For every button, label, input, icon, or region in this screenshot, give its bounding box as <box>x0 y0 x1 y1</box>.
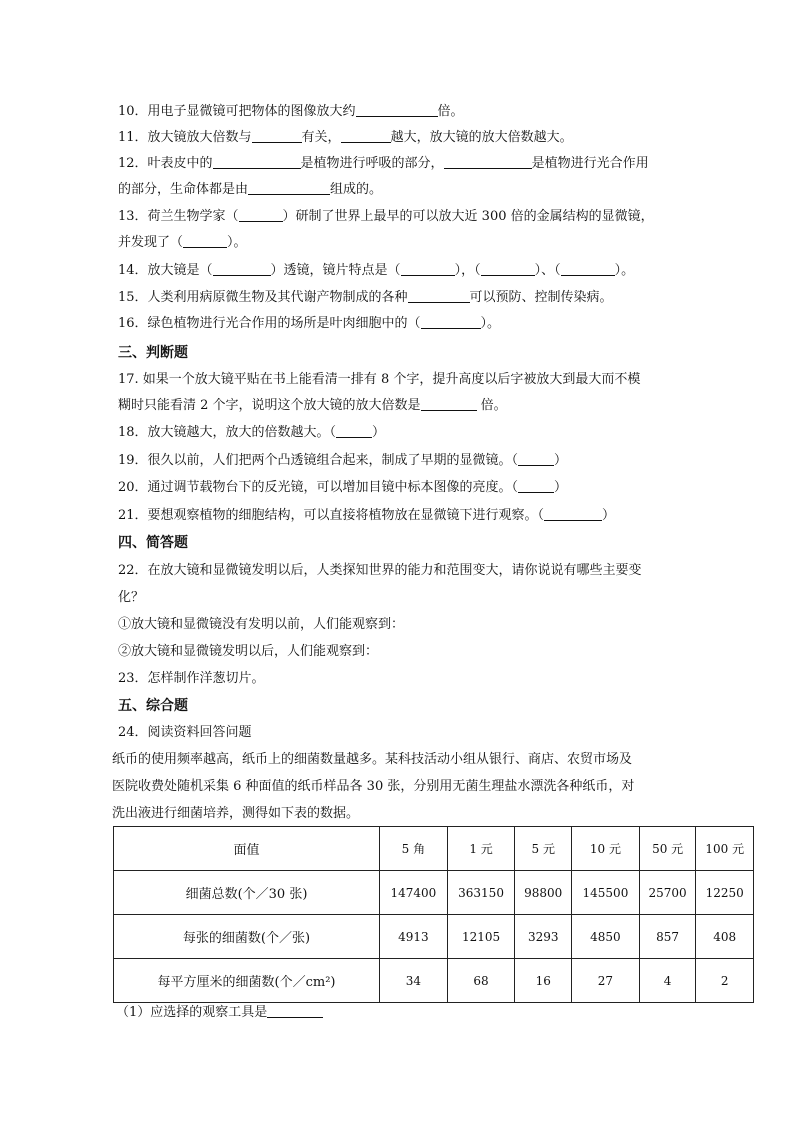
question-22-cont: 化？ <box>118 590 145 605</box>
question-10 <box>118 102 464 122</box>
question-24-sub-1 <box>116 1003 323 1023</box>
reading-paragraph-line-1: 纸币的使用频率越高，纸币上的细菌数量越多。某科技活动小组从银行、商店、农贸市场及 <box>112 752 633 767</box>
q14-blank-2[interactable] <box>401 261 455 276</box>
question-12 <box>118 154 649 174</box>
question-13 <box>118 207 654 227</box>
table-cell: 408 <box>696 915 754 959</box>
q20-blank[interactable] <box>518 478 554 493</box>
table-header-cell: 5 元 <box>515 827 572 871</box>
q18-text-end: ） <box>372 425 386 440</box>
question-22-part-2: ②放大镜和显微镜发明以后，人们能观察到： <box>118 644 379 659</box>
q13-text: 13．荷兰生物学家（ <box>118 209 239 224</box>
table-header-cell: 50 元 <box>639 827 696 871</box>
question-22-part-1: ①放大镜和显微镜没有发明以前，人们能观察到： <box>118 617 405 632</box>
table-row <box>114 871 754 915</box>
q14-text-mid-3: ）、（ <box>534 263 561 278</box>
q13-text-end: ）。 <box>227 235 247 250</box>
q11-text: 11．放大镜放大倍数与 <box>118 130 252 145</box>
q21-blank[interactable] <box>544 506 602 521</box>
q13-text-mid: ）研制了世界上最早的可以放大近 300 倍的金属结构的显微镜， <box>282 209 654 224</box>
q15-blank[interactable] <box>408 288 470 303</box>
q13-blank-1[interactable] <box>239 207 283 222</box>
question-22: 22．在放大镜和显微镜发明以后，人类探知世界的能力和范围变大，请你说说有哪些主要变 <box>118 563 642 578</box>
q15-text-end: 可以预防、控制传染病。 <box>469 290 613 305</box>
table-header-row <box>114 827 754 871</box>
q19-blank[interactable] <box>518 451 554 466</box>
question-13-cont <box>118 233 247 253</box>
question-15 <box>118 288 613 308</box>
table-row <box>114 959 754 1003</box>
q11-blank-1[interactable] <box>252 128 302 143</box>
question-19 <box>118 451 567 471</box>
q11-blank-2[interactable] <box>341 128 391 143</box>
question-18 <box>118 423 385 443</box>
table-cell: 4913 <box>380 915 448 959</box>
table-cell: 68 <box>447 959 515 1003</box>
table-cell: 145500 <box>572 871 640 915</box>
q16-text-end: ）。 <box>480 316 501 331</box>
q17-blank[interactable] <box>421 396 477 411</box>
q12-blank-1[interactable] <box>213 154 301 169</box>
section-heading-short-answer: 四、简答题 <box>118 535 188 551</box>
table-cell: 2 <box>696 959 754 1003</box>
table-cell: 98800 <box>515 871 572 915</box>
q12-blank-2[interactable] <box>444 154 532 169</box>
question-11 <box>118 128 573 148</box>
question-20 <box>118 478 567 498</box>
table-row-label: 每张的细菌数(个／张) <box>114 915 380 959</box>
question-12-cont <box>118 180 382 200</box>
table-row-label: 细菌总数(个／30 张) <box>114 871 380 915</box>
q24-sub1-blank[interactable] <box>267 1003 323 1018</box>
table-header-cell: 5 角 <box>380 827 448 871</box>
q15-text: 15．人类利用病原微生物及其代谢产物制成的各种 <box>118 290 408 305</box>
section-heading-comprehensive: 五、综合题 <box>118 698 188 714</box>
q17-text-end: 倍。 <box>476 398 507 413</box>
reading-paragraph-line-3: 洗出液进行细菌培养，测得如下表的数据。 <box>112 806 360 821</box>
q20-text: 20．通过调节载物台下的反光镜，可以增加目镜中标本图像的亮度。（ <box>118 480 519 495</box>
q12-text-mid-2: 是植物进行光合作用 <box>531 156 649 171</box>
q12-text-end: 组成的。 <box>330 182 383 197</box>
question-14 <box>118 261 634 281</box>
table-header-cell: 面值 <box>114 827 380 871</box>
q14-blank-4[interactable] <box>561 261 615 276</box>
q14-text-mid: ）透镜，镜片特点是（ <box>270 263 401 278</box>
question-17 <box>118 370 640 390</box>
q20-text-end: ） <box>554 480 568 495</box>
table-header-cell: 1 元 <box>447 827 515 871</box>
question-23: 23．怎样制作洋葱切片。 <box>118 671 265 686</box>
table-cell: 25700 <box>639 871 696 915</box>
q17-text: 17. 如果一个放大镜平贴在书上能看清一排有 8 个字，提升高度以后字被放大到最大而不模 <box>118 372 641 387</box>
q21-text-end: ） <box>602 508 616 523</box>
table-cell: 16 <box>515 959 572 1003</box>
q14-text-end: ）。 <box>614 263 635 278</box>
q12-blank-3[interactable] <box>248 180 330 195</box>
table-cell: 4850 <box>572 915 640 959</box>
table-cell: 34 <box>380 959 448 1003</box>
q19-text: 19．很久以前，人们把两个凸透镜组合起来，制成了早期的显微镜。（ <box>118 453 519 468</box>
bacteria-data-table <box>113 826 754 1003</box>
q21-text: 21．要想观察植物的细胞结构，可以直接将植物放在显微镜下进行观察。（ <box>118 508 545 523</box>
q12-text-cont: 的部分，生命体都是由 <box>118 182 249 197</box>
question-16 <box>118 314 500 334</box>
q24-sub1-text: （1）应选择的观察工具是 <box>116 1005 268 1020</box>
question-24: 24．阅读资料回答问题 <box>118 725 252 740</box>
table-cell: 147400 <box>380 871 448 915</box>
table-header-cell: 10 元 <box>572 827 640 871</box>
q14-text-mid-2: ），（ <box>454 263 481 278</box>
table-row <box>114 915 754 959</box>
q18-blank[interactable] <box>336 423 372 438</box>
section-heading-judge: 三、判断题 <box>118 345 188 361</box>
q12-text: 12．叶表皮中的 <box>118 156 213 171</box>
q16-blank[interactable] <box>421 314 481 329</box>
q14-blank-1[interactable] <box>213 261 271 276</box>
q19-text-end: ） <box>554 453 568 468</box>
q13-blank-2[interactable] <box>183 233 227 248</box>
q13-text-cont: 并发现了（ <box>118 235 184 250</box>
table-cell: 857 <box>639 915 696 959</box>
q16-text: 16．绿色植物进行光合作用的场所是叶肉细胞中的（ <box>118 316 421 331</box>
q14-text: 14．放大镜是（ <box>118 263 213 278</box>
q10-text-end: 倍。 <box>437 104 464 119</box>
q11-text-mid: 有关， <box>301 130 341 145</box>
table-cell: 363150 <box>447 871 515 915</box>
table-header-cell: 100 元 <box>696 827 754 871</box>
q11-text-end: 越大，放大镜的放大倍数越大。 <box>390 130 573 145</box>
q14-blank-3[interactable] <box>481 261 535 276</box>
table-cell: 12105 <box>447 915 515 959</box>
q17-text-cont: 糊时只能看清 2 个字，说明这个放大镜的放大倍数是 <box>118 398 421 413</box>
table-cell: 3293 <box>515 915 572 959</box>
q10-text: 10．用电子显微镜可把物体的图像放大约 <box>118 104 356 119</box>
table-cell: 12250 <box>696 871 754 915</box>
q10-blank[interactable] <box>356 102 438 117</box>
table-cell: 27 <box>572 959 640 1003</box>
reading-paragraph-line-2: 医院收费处随机采集 6 种面值的纸币样品各 30 张，分别用无菌生理盐水漂洗各种纸币，对 <box>112 779 635 794</box>
q18-text: 18．放大镜越大，放大的倍数越大。（ <box>118 425 337 440</box>
q12-text-mid: 是植物进行呼吸的部分， <box>300 156 444 171</box>
table-row-label: 每平方厘米的细菌数(个／cm²) <box>114 959 380 1003</box>
question-21 <box>118 506 615 526</box>
question-17-cont <box>118 396 507 416</box>
table-cell: 4 <box>639 959 696 1003</box>
